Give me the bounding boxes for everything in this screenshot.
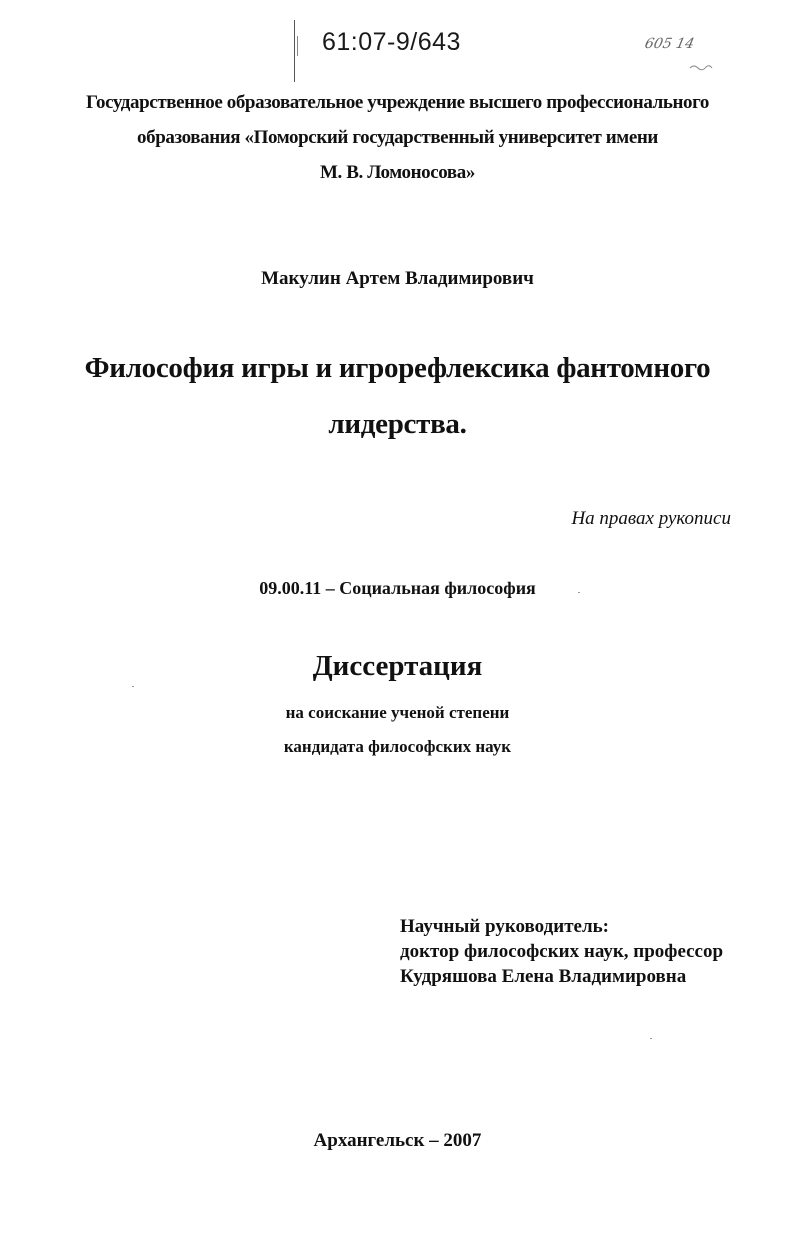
scan-speck <box>132 686 134 687</box>
city-year: Архангельск – 2007 <box>313 1130 482 1151</box>
dissertation-title-line-1: Философия игры и игрорефлексика фантомного <box>84 352 711 384</box>
specialty-code: 09.00.11 – Социальная философия <box>259 578 536 598</box>
author-name: Макулин Артем Владимирович <box>261 268 534 289</box>
manuscript-rights-note: На правах рукописи <box>571 508 731 529</box>
dissertation-title-line-2: лидерства. <box>328 408 467 440</box>
scan-speck <box>650 1038 652 1039</box>
institution-line-2: образования «Поморский государственный университет имени <box>137 127 658 148</box>
institution-line-1: Государственное образовательное учреждение высшего профессионального <box>86 92 709 113</box>
institution-line-3: М. В. Ломоносова» <box>320 162 475 183</box>
supervisor-label: Научный руководитель: <box>400 916 609 937</box>
supervisor-name: Кудряшова Елена Владимировна <box>400 966 687 987</box>
handwritten-note-text: 605 14 <box>643 36 696 52</box>
handwritten-note <box>640 30 740 80</box>
supervisor-block <box>400 914 723 989</box>
supervisor-rank: доктор философских наук, профессор <box>400 941 724 962</box>
degree-line-2: кандидата философских наук <box>283 737 512 756</box>
document-type-heading: Диссертация <box>312 650 483 682</box>
library-stamp-code: 61:07-9/643 <box>322 28 461 56</box>
stamp-margin-line <box>294 20 295 82</box>
scan-speck <box>578 592 580 593</box>
degree-line-1: на соискание ученой степени <box>285 703 510 722</box>
stamp-margin-line-short <box>297 36 298 56</box>
